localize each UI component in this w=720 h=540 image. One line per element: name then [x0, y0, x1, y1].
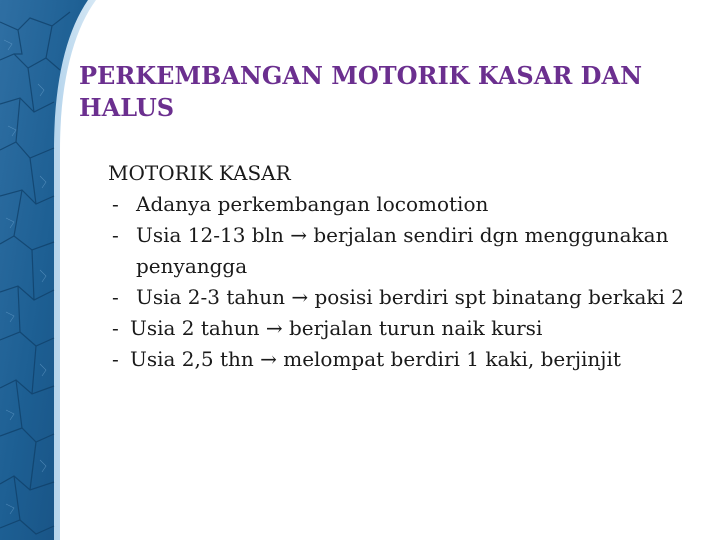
list-item	[108, 313, 688, 344]
list-item	[108, 344, 688, 375]
bullet-marker: -	[112, 316, 119, 340]
section-heading: MOTORIK KASAR	[108, 161, 291, 185]
bullet-marker: -	[112, 285, 119, 309]
bullet-text: Usia 12-13 bln → berjalan sendiri dgn menggunakan penyangga	[136, 223, 669, 278]
bullet-list	[108, 189, 688, 375]
bullet-marker: -	[112, 347, 119, 371]
list-item	[108, 282, 688, 313]
bullet-text: Usia 2-3 tahun → posisi berdiri spt binatang berkaki 2	[136, 285, 684, 309]
bullet-marker: -	[112, 223, 119, 247]
slide-body	[108, 158, 688, 375]
bullet-text: Adanya perkembangan locomotion	[136, 192, 489, 216]
list-item	[108, 189, 688, 220]
bullet-marker: -	[112, 192, 119, 216]
list-item	[108, 220, 688, 282]
slide-title: PERKEMBANGAN MOTORIK KASAR DAN HALUS	[79, 61, 643, 122]
bullet-text: Usia 2 tahun → berjalan turun naik kursi	[130, 316, 543, 340]
bullet-text: Usia 2,5 thn → melompat berdiri 1 kaki, berjinjit	[130, 347, 621, 371]
